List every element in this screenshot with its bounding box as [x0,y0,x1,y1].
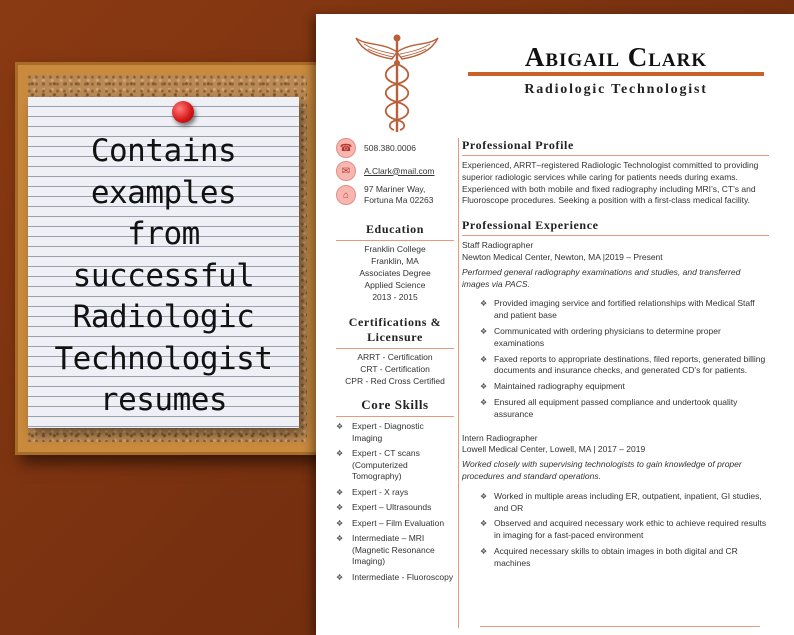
home-icon: ⌂ [336,185,356,205]
profile-section [462,138,769,207]
mail-icon: ✉ [336,161,356,181]
push-pin-icon [172,101,194,123]
education-heading: Education [365,222,425,236]
job-bullet: ❖ Ensured all equipment passed compliance and undertook quality assurance [480,396,738,419]
note-text [28,131,299,422]
experience-section [462,218,769,569]
job-org: Lowell Medical Center, Lowell, MA | 2017 – 2019 [462,444,646,455]
job-org: Newton Medical Center, Newton, MA |2019 – Present [462,251,663,262]
note-line: Contains [90,133,237,169]
resume-title: Radiologic Technologist [524,82,708,97]
resume-page [316,14,794,635]
contact-phone: ☎ 508.380.0006 [336,138,454,158]
skills-section [336,397,454,583]
job-bullet: ❖ Observed and acquired necessary work ethic to achieve required results in imaging for a fast-paced environment [480,518,767,541]
left-column [336,138,454,587]
skills-heading: Core Skills [361,397,429,412]
certifications-heading: Certifications & Licensure [348,315,442,344]
job-entry [462,433,769,570]
note-line: from [127,216,200,252]
job-bullet: ❖ Faxed reports to appropriate destinations, filed reports, generated billing documents and insurance checks, and generated CD’s for patients. [480,353,766,376]
bottom-divider [480,626,760,627]
note-line: Technologist [54,340,273,377]
right-column [462,138,769,574]
skill-item: ❖ Expert - Diagnostic Imaging [336,421,424,443]
skill-item: ❖ Expert - X rays [336,486,409,497]
phone-icon: ☎ [336,138,356,158]
profile-heading: Professional Profile [462,138,574,152]
job-title: Staff Radiographer [462,240,534,251]
job-summary: Worked closely with supervising technologists to gain knowledge of proper procedures and standard operations. [462,459,742,481]
job-title: Intern Radiographer [462,432,538,443]
job-bullet: ❖ Communicated with ordering physicians to determine proper examinations [480,325,721,348]
skill-item: ❖ Intermediate - Fluoroscopy [336,571,454,582]
note-line: Radiologic [72,299,255,335]
email-link[interactable]: A.Clark@mail.com [364,165,435,176]
job-bullet: ❖ Worked in multiple areas including ER, outpatient, inpatient, GI studies, and OR [480,490,762,513]
job-bullet: ❖ Provided imaging service and fortified relationships with Medical Staff and patient base [480,298,755,321]
name-underline [468,72,764,76]
job-entry [462,240,769,420]
contact-address: ⌂ 97 Mariner Way, Fortuna Ma 02263 [336,184,454,206]
profile-text: Experienced, ARRT–registered Radiologic Technologist committed to providing superior radiologic services while caring for patients needs during exams. Experienced with both mobile and fixed radiography including MRI’s, CT’s and Fluoroscope procedures. Seeking a position with a first-class medical facility. [462,160,759,206]
caduceus-icon [352,32,442,137]
skill-item: ❖ Expert – Film Evaluation [336,517,445,528]
education-section: Education Franklin College Franklin, MA Associates Degree Applied Science 2013 - 2015 [336,222,454,303]
skill-item: ❖ Expert - CT scans (Computerized Tomography) [336,448,420,481]
note-line: successful [72,257,255,294]
note-line: resumes [99,382,228,418]
job-summary: Performed general radiography examinations and studies, and transferred images via PACS. [462,266,741,289]
certifications-section: Certifications & Licensure ARRT - Certification CRT - Certification CPR - Red Cross Certified [336,315,454,387]
sticky-note [28,97,299,428]
skill-item: ❖ Expert – Ultrasounds [336,502,432,512]
resume-name: Abigail Clark [524,42,708,72]
note-line: examples [90,174,237,211]
job-bullet: ❖ Maintained radiography equipment [480,381,625,392]
contact-email [336,161,454,181]
column-divider [458,138,459,628]
job-bullet: ❖ Acquired necessary skills to obtain images in both digital and CR machines [480,545,738,568]
skill-item: ❖ Intermediate – MRI (Magnetic Resonance Imaging) [336,533,435,566]
experience-heading: Professional Experience [462,218,599,233]
